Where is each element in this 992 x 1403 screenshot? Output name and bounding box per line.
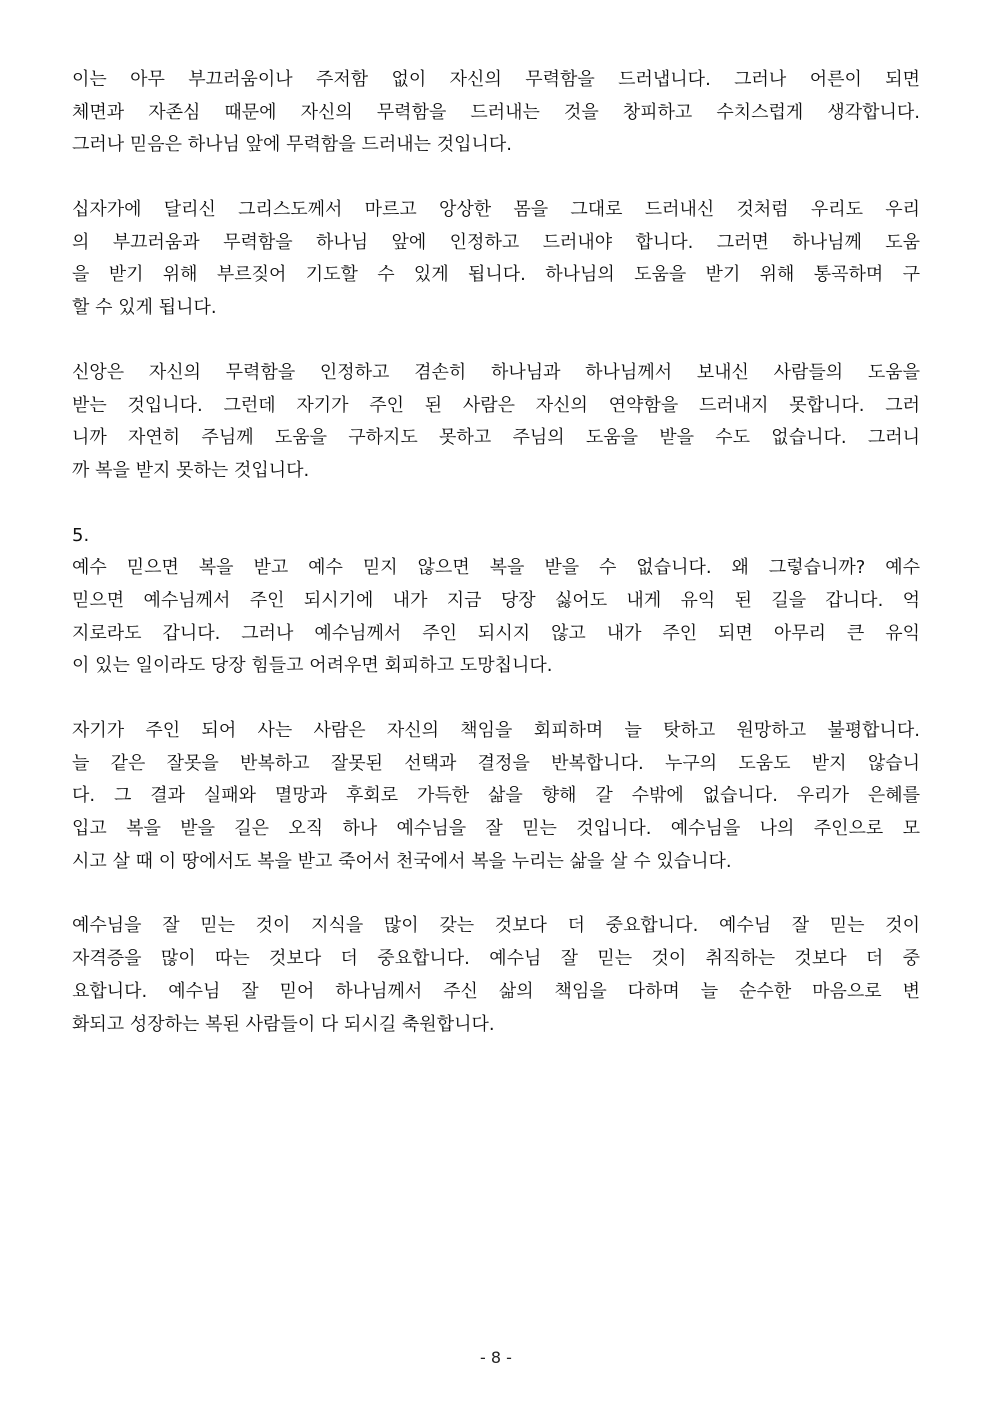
section-number: 5. bbox=[72, 524, 90, 546]
text-line: 신앙은 자신의 무력함을 인정하고 겸손히 하나님과 하나님께서 보내신 사람들의 도움을 bbox=[72, 361, 920, 383]
text-line: 까 복을 받지 못하는 것입니다. bbox=[72, 459, 310, 481]
paragraph-4 bbox=[72, 552, 920, 683]
text-line: 입고 복을 받을 길은 오직 하나 예수님을 잘 믿는 것입니다. 예수님을 나의 주인으로 모 bbox=[72, 818, 920, 840]
paragraph-3 bbox=[72, 357, 920, 488]
text-line: 니까 자연히 주님께 도움을 구하지도 못하고 주님의 도움을 받을 수도 없습니다. 그러니 bbox=[72, 427, 920, 449]
section-heading bbox=[72, 520, 920, 553]
text-line: 늘 같은 잘못을 반복하고 잘못된 선택과 결정을 반복합니다. 누구의 도움도 받지 않습니 bbox=[72, 752, 920, 774]
paragraph-6 bbox=[72, 910, 920, 1041]
text-line: 믿으면 예수님께서 주인 되시기에 내가 지금 당장 싫어도 내게 유익 된 길을 갑니다. 억 bbox=[72, 589, 920, 611]
text-line: 십자가에 달리신 그리스도께서 마르고 앙상한 몸을 그대로 드러내신 것처럼 우리도 우리 bbox=[72, 199, 920, 221]
text-line: 받는 것입니다. 그런데 자기가 주인 된 사람은 자신의 연약함을 드러내지 못합니다. 그러 bbox=[72, 394, 920, 416]
text-line: 시고 살 때 이 땅에서도 복을 받고 죽어서 천국에서 복을 누리는 삶을 살 수 있습니다. bbox=[72, 850, 732, 872]
text-line: 이 있는 일이라도 당장 힘들고 어려우면 회피하고 도망칩니다. bbox=[72, 655, 553, 677]
text-line: 을 받기 위해 부르짖어 기도할 수 있게 됩니다. 하나님의 도움을 받기 위해 통곡하며 구 bbox=[72, 264, 920, 286]
paragraph-2 bbox=[72, 194, 920, 325]
paragraph-1 bbox=[72, 64, 920, 162]
text-line: 요합니다. 예수님 잘 믿어 하나님께서 주신 삶의 책임을 다하며 늘 순수한 마음으로 변 bbox=[72, 980, 920, 1002]
text-line: 그러나 믿음은 하나님 앞에 무력함을 드러내는 것입니다. bbox=[72, 134, 512, 156]
text-line: 이는 아무 부끄러움이나 주저함 없이 자신의 무력함을 드러냅니다. 그러나 어른이 되면 bbox=[72, 69, 920, 90]
text-line: 할 수 있게 됩니다. bbox=[72, 297, 217, 319]
text-line: 의 부끄러움과 무력함을 하나님 앞에 인정하고 드러내야 합니다. 그러면 하나님께 도움 bbox=[72, 231, 920, 253]
text-line: 체면과 자존심 때문에 자신의 무력함을 드러내는 것을 창피하고 수치스럽게 생각합니다. bbox=[72, 101, 920, 123]
paragraph-5 bbox=[72, 715, 920, 878]
text-line: 자격증을 많이 따는 것보다 더 중요합니다. 예수님 잘 믿는 것이 취직하는 것보다 더 중 bbox=[72, 948, 920, 970]
text-line: 자기가 주인 되어 사는 사람은 자신의 책임을 회피하며 늘 탓하고 원망하고 불평합니다. bbox=[72, 720, 920, 741]
text-line: 화되고 성장하는 복된 사람들이 다 되시길 축원합니다. bbox=[72, 1013, 495, 1035]
text-line: 예수님을 잘 믿는 것이 지식을 많이 갖는 것보다 더 중요합니다. 예수님 잘 믿는 것이 bbox=[72, 915, 920, 937]
text-line: 예수 믿으면 복을 받고 예수 믿지 않으면 복을 받을 수 없습니다. 왜 그렇습니까? 예수 bbox=[72, 557, 920, 579]
text-line: 지로라도 갑니다. 그러나 예수님께서 주인 되시지 않고 내가 주인 되면 아무리 큰 유익 bbox=[72, 622, 920, 644]
document-body bbox=[72, 64, 920, 1073]
page-number: - 8 - bbox=[480, 1348, 512, 1367]
text-line: 다. 그 결과 실패와 멸망과 후회로 가득한 삶을 향해 갈 수밖에 없습니다. 우리가 은혜를 bbox=[72, 785, 920, 807]
